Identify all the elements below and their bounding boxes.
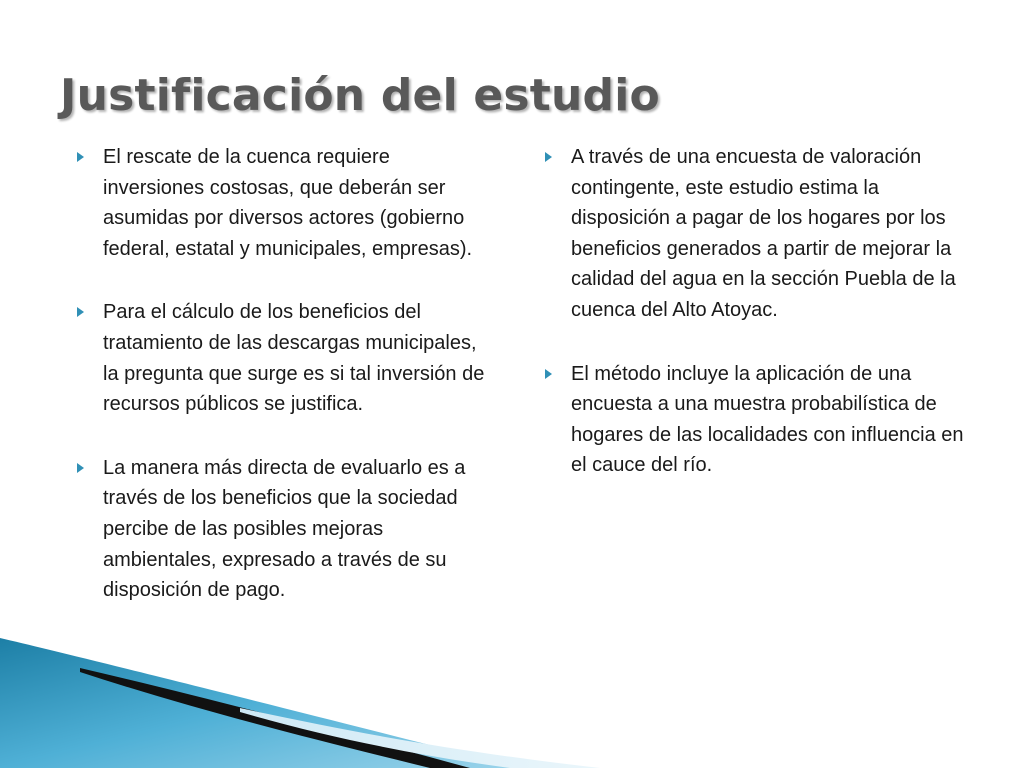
triangle-right-icon [77, 152, 84, 162]
bullet-item [74, 453, 486, 606]
triangle-right-icon [545, 152, 552, 162]
triangle-right-icon [77, 307, 84, 317]
bullet-text: El método incluye la aplicación de una encuesta a una muestra probabilística de hogares de las localidades con influencia en el cauce del río. [571, 362, 964, 477]
triangle-right-icon [77, 463, 84, 473]
bullet-text: A través de una encuesta de valoración contingente, este estudio estima la disposición a pagar de los hogares por los beneficios generados a partir de mejorar la calidad del agua en la sección Puebla de la cuenca del Alto Atoyac. [571, 146, 956, 321]
left-bullet-list [74, 142, 486, 606]
bullet-item [74, 297, 486, 419]
slide-title: Justificación del estudio [60, 70, 660, 121]
corner-wave-decoration [0, 638, 600, 768]
bullet-text: La manera más directa de evaluarlo es a través de los beneficios que la sociedad percibe de las posibles mejoras ambientales, expresado a través de su disposición de pago. [103, 456, 466, 602]
bullet-item [542, 142, 982, 326]
bullet-item [74, 142, 486, 264]
right-bullet-list [542, 142, 982, 481]
bullet-text: Para el cálculo de los beneficios del tratamiento de las descargas municipales, la pregunta que surge es si tal inversión de recursos públicos se justifica. [103, 301, 485, 416]
bullet-text: El rescate de la cuenca requiere inversiones costosas, que deberán ser asumidas por diversos actores (gobierno federal, estatal y municipales, empresas). [103, 146, 473, 260]
triangle-right-icon [545, 369, 552, 379]
bullet-item [542, 359, 982, 481]
